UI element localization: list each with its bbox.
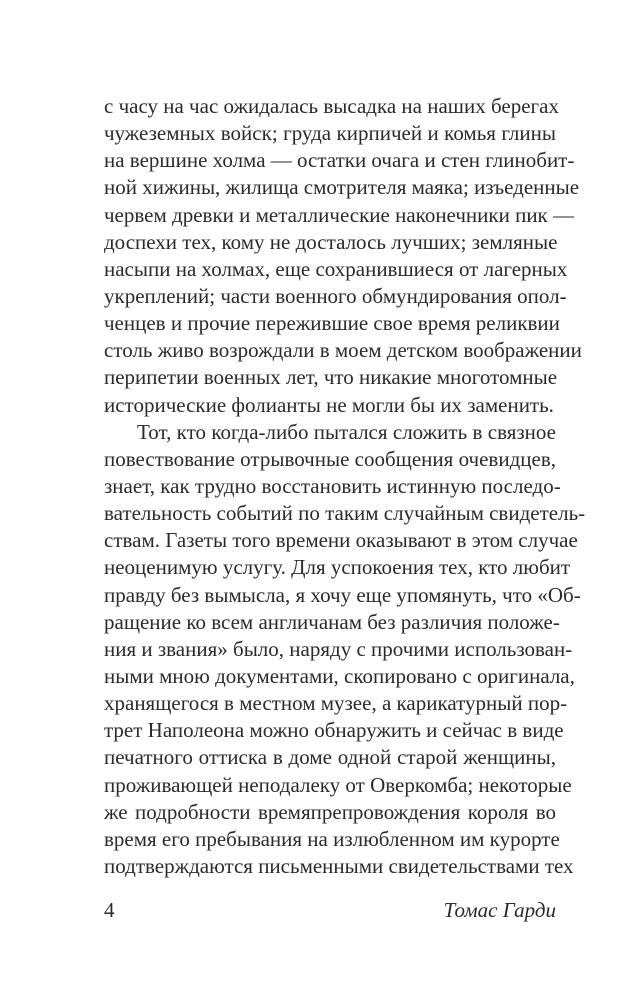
text-line: время его пребывания на излюбленном им курорте	[104, 826, 560, 851]
text-line: трет Наполеона можно обнаружить и сейчас в виде	[104, 718, 564, 743]
paragraph-first-line: Тот, кто когда-либо пытался сложить в связное	[137, 419, 556, 444]
text-line: укреплений; части военного обмундирования опол-	[104, 283, 567, 308]
text-line: с часу на час ожидалась высадка на наших берегах	[104, 94, 559, 118]
text-line: исторические фолианты не могли бы их заменить.	[104, 392, 554, 417]
text-line: повествование отрывочные сообщения очевидцев,	[104, 446, 556, 471]
text-line: на вершине холма — остатки очага и стен глинобит-	[104, 148, 575, 173]
body-text	[104, 93, 586, 880]
text-line: доспехи тех, кому не досталось лучших; земляные	[104, 229, 558, 254]
page-footer	[104, 898, 556, 928]
text-line: чужеземных войск; груда кирпичей и комья глины	[104, 121, 556, 146]
text-line: ными мною документами, скопировано с оригинала,	[104, 663, 575, 688]
text-line: ния и звания» было, наряду с прочими использован-	[104, 636, 573, 661]
running-author: Томас Гарди	[443, 898, 556, 922]
text-line: же подробности времяпрепровождения короля во	[104, 799, 556, 824]
text-line: проживающей неподалеку от Оверкомба; некоторые	[104, 772, 572, 797]
page-number: 4	[104, 898, 115, 922]
text-line: ращение ко всем англичанам без различия положе-	[104, 609, 560, 634]
text-line: перипетии военных лет, что никакие многотомные	[104, 365, 558, 390]
text-line: ствам. Газеты того времени оказывают в этом случае	[104, 528, 578, 553]
text-line: хранящегося в местном музее, а карикатурный пор-	[104, 691, 568, 716]
text-line: насыпи на холмах, еще сохранившиеся от лагерных	[104, 256, 568, 281]
text-line: знает, как трудно восстановить истинную последо-	[104, 473, 561, 498]
text-line: вательность событий по таким случайным свидетель-	[104, 501, 586, 526]
text-line: столь живо возрождали в моем детском воображении	[104, 338, 582, 363]
text-line: ченцев и прочие пережившие свое время реликвии	[104, 311, 560, 336]
text-line: неоценимую услугу. Для успокоения тех, кто любит	[104, 555, 571, 580]
text-line: печатного оттиска в доме одной старой женщины,	[104, 745, 556, 770]
text-line: червем древки и металлические наконечники пик —	[104, 202, 575, 227]
text-line: ной хижины, жилища смотрителя маяка; изъеденные	[104, 175, 580, 200]
text-line: правду без вымысла, я хочу еще упомянуть, что «Об-	[104, 582, 581, 607]
text-line: подтверждаются письменными свидетельствами тех	[104, 853, 574, 878]
